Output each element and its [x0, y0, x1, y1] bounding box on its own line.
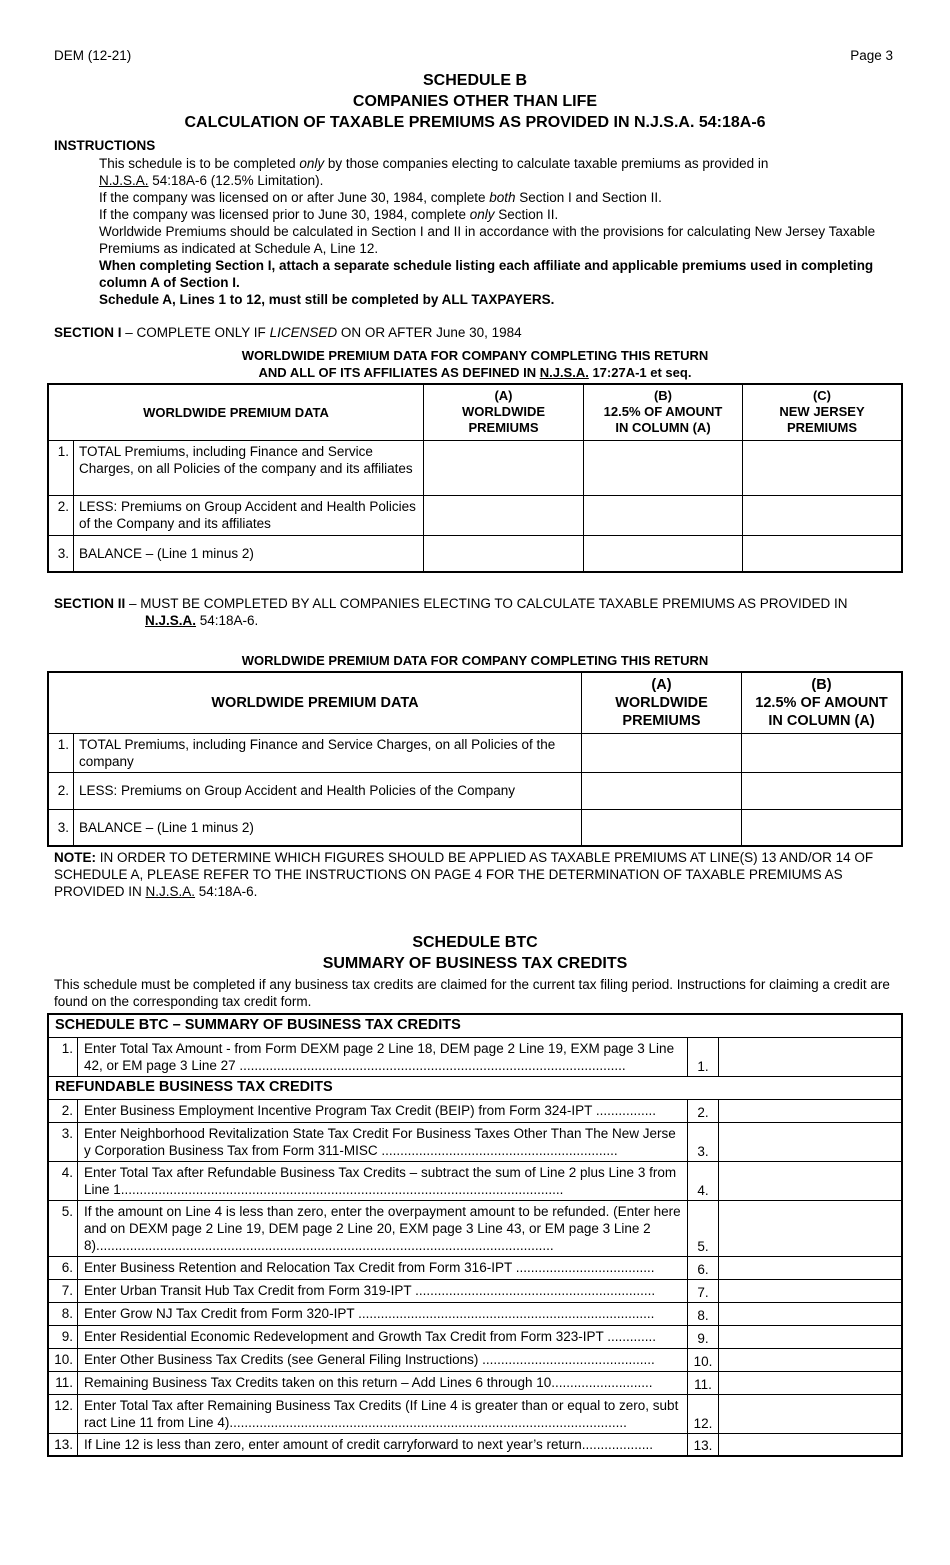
subheading-line-1: WORLDWIDE PREMIUM DATA FOR COMPANY COMPLETING THIS RETURN — [241, 348, 709, 363]
line-number: 12. — [48, 1394, 78, 1433]
amount-field[interactable] — [719, 1394, 903, 1433]
amount-field[interactable] — [719, 1161, 903, 1200]
line-number: 11. — [48, 1371, 78, 1394]
text: IN ORDER TO DETERMINE WHICH FIGURES SHOULD BE APPLIED AS TAXABLE PREMIUMS AT LINE(S) 13 AND/OR 14 OF SCHEDULE A, PLEASE REFER TO THE INSTRUCTIONS ON PAGE 4 FOR THE DETERMINATION OF TAXABLE PREMIUMS AS PROVIDED IN — [54, 850, 874, 899]
worldwide-premiums-field[interactable] — [424, 535, 584, 572]
percent-amount-field[interactable] — [584, 440, 743, 495]
text: 54:18A-6. — [195, 884, 258, 899]
amount-field[interactable] — [719, 1256, 903, 1279]
section-2-heading — [54, 595, 904, 629]
section-2-subheading: WORLDWIDE PREMIUM DATA FOR COMPANY COMPLETING THIS RETURN — [241, 653, 709, 668]
text: (A) — [494, 388, 513, 404]
text: 54:18A-6. — [196, 613, 259, 628]
table-row — [48, 1302, 902, 1325]
section-1-subheading — [0, 347, 950, 381]
col-header-b — [742, 672, 903, 733]
text: – MUST BE COMPLETED BY ALL COMPANIES ELECTING TO CALCULATE TAXABLE PREMIUMS AS PROVIDED IN — [125, 596, 848, 611]
page-number: Page 3 — [850, 48, 893, 63]
text: 54:18A-6 (12.5% Limitation). — [148, 173, 324, 188]
text: (B) — [811, 676, 832, 693]
text: PREMIUMS — [468, 420, 539, 436]
emphasis: both — [489, 190, 516, 205]
amount-field[interactable] — [719, 1122, 903, 1161]
table-row — [48, 1099, 902, 1122]
line-description: TOTAL Premiums, including Finance and Service Charges, on all Policies of the company — [74, 733, 582, 772]
line-description: Enter Total Tax Amount - from Form DEXM page 2 Line 18, DEM page 2 Line 19, EXM page 3 Line 42, or EM page 3 Line 27 ....................................................................................................... — [78, 1037, 688, 1076]
section-label: SECTION I — [54, 325, 122, 340]
note-label: NOTE: — [54, 850, 96, 865]
text: NEW JERSEY — [779, 404, 865, 420]
instruction-4: Worldwide Premiums should be calculated in Section I and II in accordance with the provisions for calculating New Jersey Taxable Premiums as indicated at Schedule A, Line 12. — [99, 224, 876, 256]
instruction-2 — [99, 189, 899, 206]
text: PREMIUMS — [622, 712, 701, 729]
worldwide-premiums-field[interactable] — [582, 772, 742, 809]
instruction-1 — [99, 155, 899, 189]
line-number: 7. — [48, 1279, 78, 1302]
line-number: 9. — [48, 1325, 78, 1348]
line-number: 10. — [48, 1348, 78, 1371]
line-description: Enter Grow NJ Tax Credit from Form 320-IPT ............................................................................... — [78, 1302, 688, 1325]
emphasis: LICENSED — [269, 325, 338, 340]
schedule-btc-subtitle: SUMMARY OF BUSINESS TAX CREDITS — [322, 955, 628, 972]
table-row — [48, 1256, 902, 1279]
percent-amount-field[interactable] — [742, 733, 903, 772]
line-description: Enter Residential Economic Redevelopment and Growth Tax Credit from Form 323-IPT ............. — [78, 1325, 688, 1348]
text: IN COLUMN (A) — [615, 420, 711, 436]
btc-table-heading: SCHEDULE BTC – SUMMARY OF BUSINESS TAX CREDITS — [48, 1014, 902, 1037]
line-label: 12. — [688, 1394, 719, 1433]
col-header-c — [743, 384, 903, 440]
line-number: 4. — [48, 1161, 78, 1200]
text: Section II. — [494, 207, 559, 222]
schedule-b-titles — [0, 70, 950, 133]
table-row — [48, 1348, 902, 1371]
text: IN COLUMN (A) — [768, 712, 875, 729]
line-number: 2. — [48, 495, 74, 535]
btc-table — [47, 1013, 903, 1457]
amount-field[interactable] — [719, 1200, 903, 1256]
section-2-table — [47, 671, 903, 847]
btc-intro: This schedule must be completed if any business tax credits are claimed for the current tax filing period. Instructions for claiming a credit are found on the corresponding tax credit form. — [54, 977, 890, 1009]
line-number: 3. — [48, 1122, 78, 1161]
amount-field[interactable] — [719, 1348, 903, 1371]
emphasis: only — [299, 156, 325, 171]
line-description: LESS: Premiums on Group Accident and Health Policies of the Company — [74, 772, 582, 809]
line-description: BALANCE – (Line 1 minus 2) — [74, 535, 424, 572]
col-header-a — [582, 672, 742, 733]
line-description: Enter Total Tax after Refundable Business Tax Credits – subtract the sum of Line 2 plus Line 3 from Line 1...................................................................................................................... — [78, 1161, 688, 1200]
note — [54, 849, 904, 900]
line-number: 2. — [48, 772, 74, 809]
nj-premiums-field[interactable] — [743, 495, 903, 535]
text: Section I and Section II. — [515, 190, 662, 205]
statute-ref: N.J.S.A. — [539, 365, 589, 380]
percent-amount-field[interactable] — [742, 809, 903, 846]
col-header-main: WORLDWIDE PREMIUM DATA — [48, 384, 424, 440]
table-row — [48, 1394, 902, 1433]
line-description: Enter Business Retention and Relocation Tax Credit from Form 316-IPT ..................................... — [78, 1256, 688, 1279]
statute-ref: N.J.S.A. — [99, 173, 149, 188]
line-label: 2. — [688, 1099, 719, 1122]
table-row — [48, 1122, 902, 1161]
table-row — [48, 733, 902, 772]
schedule-btc-titles — [0, 932, 950, 974]
amount-field[interactable] — [719, 1325, 903, 1348]
table-row — [48, 495, 902, 535]
amount-field[interactable] — [719, 1433, 903, 1456]
statute-ref: N.J.S.A. — [145, 884, 196, 899]
text: by those companies electing to calculate taxable premiums as provided in — [324, 156, 769, 171]
text: WORLDWIDE — [615, 694, 708, 711]
line-label: 6. — [688, 1256, 719, 1279]
instruction-3 — [99, 206, 899, 223]
line-number: 3. — [48, 535, 74, 572]
text: – COMPLETE ONLY IF — [121, 325, 270, 340]
line-label: 11. — [688, 1371, 719, 1394]
text: (B) — [653, 388, 673, 404]
table-row — [48, 1037, 902, 1076]
instruction-6: Schedule A, Lines 1 to 12, must still be completed by ALL TAXPAYERS. — [99, 292, 555, 307]
line-description: Remaining Business Tax Credits taken on this return – Add Lines 6 through 10........................... — [78, 1371, 688, 1394]
line-description: BALANCE – (Line 1 minus 2) — [74, 809, 582, 846]
table-row — [48, 772, 902, 809]
instructions-body — [99, 155, 899, 308]
line-number: 1. — [48, 440, 74, 495]
text: AND ALL OF ITS AFFILIATES AS DEFINED IN — [258, 365, 540, 380]
line-label: 4. — [688, 1161, 719, 1200]
line-number: 2. — [48, 1099, 78, 1122]
line-description: Enter Neighborhood Revitalization State Tax Credit For Business Taxes Other Than The New Jersey Corporation Business Tax from Form 311-MISC ............................................................... — [78, 1122, 688, 1161]
line-description: If Line 12 is less than zero, enter amount of credit carryforward to next year’s return................... — [78, 1433, 688, 1456]
text: 12.5% OF AMOUNT — [755, 694, 888, 711]
amount-field[interactable] — [719, 1099, 903, 1122]
line-number: 13. — [48, 1433, 78, 1456]
table-row — [48, 1200, 902, 1256]
instructions-heading: INSTRUCTIONS — [54, 138, 156, 153]
line-label: 13. — [688, 1433, 719, 1456]
line-description: Enter Urban Transit Hub Tax Credit from Form 319-IPT ................................................................ — [78, 1279, 688, 1302]
col-header-a — [424, 384, 584, 440]
col-header-b — [584, 384, 743, 440]
line-description: If the amount on Line 4 is less than zero, enter the overpayment amount to be refunded. (Enter here and on DEXM page 2 Line 19, DEM page 2 Line 20, EXM page 3 Line 43, or EM page 3 Line 28).......................................................................................................................... — [78, 1200, 688, 1256]
line-label: 1. — [688, 1037, 719, 1076]
line-number: 3. — [48, 809, 74, 846]
schedule-b-title: SCHEDULE B — [422, 72, 527, 89]
amount-field[interactable] — [719, 1371, 903, 1394]
line-description: Enter Total Tax after Remaining Business Tax Credits (If Line 4 is greater than or equal to zero, subtract Line 11 from Line 4).......................................................................................................... — [78, 1394, 688, 1433]
percent-amount-field[interactable] — [742, 772, 903, 809]
amount-field[interactable] — [719, 1279, 903, 1302]
nj-premiums-field[interactable] — [743, 440, 903, 495]
table-row — [48, 809, 902, 846]
form-id: DEM (12-21) — [54, 48, 132, 63]
text: (A) — [651, 676, 672, 693]
line-label: 10. — [688, 1348, 719, 1371]
line-label: 9. — [688, 1325, 719, 1348]
line-description: Enter Other Business Tax Credits (see General Filing Instructions) .............................................. — [78, 1348, 688, 1371]
worldwide-premiums-field[interactable] — [424, 495, 584, 535]
statute-ref: N.J.S.A. — [145, 613, 197, 628]
text: PREMIUMS — [786, 420, 858, 436]
line-description: Enter Business Employment Incentive Program Tax Credit (BEIP) from Form 324-IPT ................ — [78, 1099, 688, 1122]
line-description: LESS: Premiums on Group Accident and Health Policies of the Company and its affiliates — [74, 495, 424, 535]
line-label: 7. — [688, 1279, 719, 1302]
col-header-main: WORLDWIDE PREMIUM DATA — [48, 672, 582, 733]
text: 12.5% OF AMOUNT — [603, 404, 723, 420]
line-number: 5. — [48, 1200, 78, 1256]
worldwide-premiums-field[interactable] — [424, 440, 584, 495]
emphasis: only — [469, 207, 495, 222]
line-label: 5. — [688, 1200, 719, 1256]
text — [54, 613, 258, 628]
percent-amount-field[interactable] — [584, 535, 743, 572]
table-row — [48, 440, 902, 495]
line-label: 8. — [688, 1302, 719, 1325]
worldwide-premiums-field[interactable] — [582, 809, 742, 846]
worldwide-premiums-field[interactable] — [582, 733, 742, 772]
schedule-b-calc-title: CALCULATION OF TAXABLE PREMIUMS AS PROVIDED IN N.J.S.A. 54:18A-6 — [184, 114, 766, 131]
schedule-btc-title: SCHEDULE BTC — [412, 934, 538, 951]
line-number: 1. — [48, 1037, 78, 1076]
section-1-heading — [54, 325, 522, 340]
line-number: 1. — [48, 733, 74, 772]
table-row — [48, 1279, 902, 1302]
table-row — [48, 1433, 902, 1456]
line-description: TOTAL Premiums, including Finance and Service Charges, on all Policies of the company and its affiliates — [74, 440, 424, 495]
text: 17:27A-1 et seq. — [588, 365, 692, 380]
line-number: 6. — [48, 1256, 78, 1279]
table-row — [48, 1161, 902, 1200]
text: WORLDWIDE — [461, 404, 546, 420]
text: If the company was licensed prior to June 30, 1984, complete — [99, 207, 470, 222]
line-label: 3. — [688, 1122, 719, 1161]
refundable-heading: REFUNDABLE BUSINESS TAX CREDITS — [48, 1076, 902, 1099]
schedule-b-subtitle: COMPANIES OTHER THAN LIFE — [352, 93, 598, 110]
instruction-5: When completing Section I, attach a separate schedule listing each affiliate and applicable premiums used in completing column A of Section I. — [99, 258, 874, 290]
table-row — [48, 1325, 902, 1348]
text: ON OR AFTER June 30, 1984 — [337, 325, 522, 340]
section-1-table — [47, 383, 903, 573]
text: This schedule is to be completed — [99, 156, 300, 171]
amount-field[interactable] — [719, 1302, 903, 1325]
subheading-line-2 — [0, 364, 950, 381]
line-number: 8. — [48, 1302, 78, 1325]
text: If the company was licensed on or after June 30, 1984, complete — [99, 190, 490, 205]
table-row — [48, 1371, 902, 1394]
amount-field[interactable] — [719, 1037, 903, 1076]
percent-amount-field[interactable] — [584, 495, 743, 535]
text: (C) — [812, 388, 832, 404]
nj-premiums-field[interactable] — [743, 535, 903, 572]
section-label: SECTION II — [54, 596, 126, 611]
table-row — [48, 535, 902, 572]
